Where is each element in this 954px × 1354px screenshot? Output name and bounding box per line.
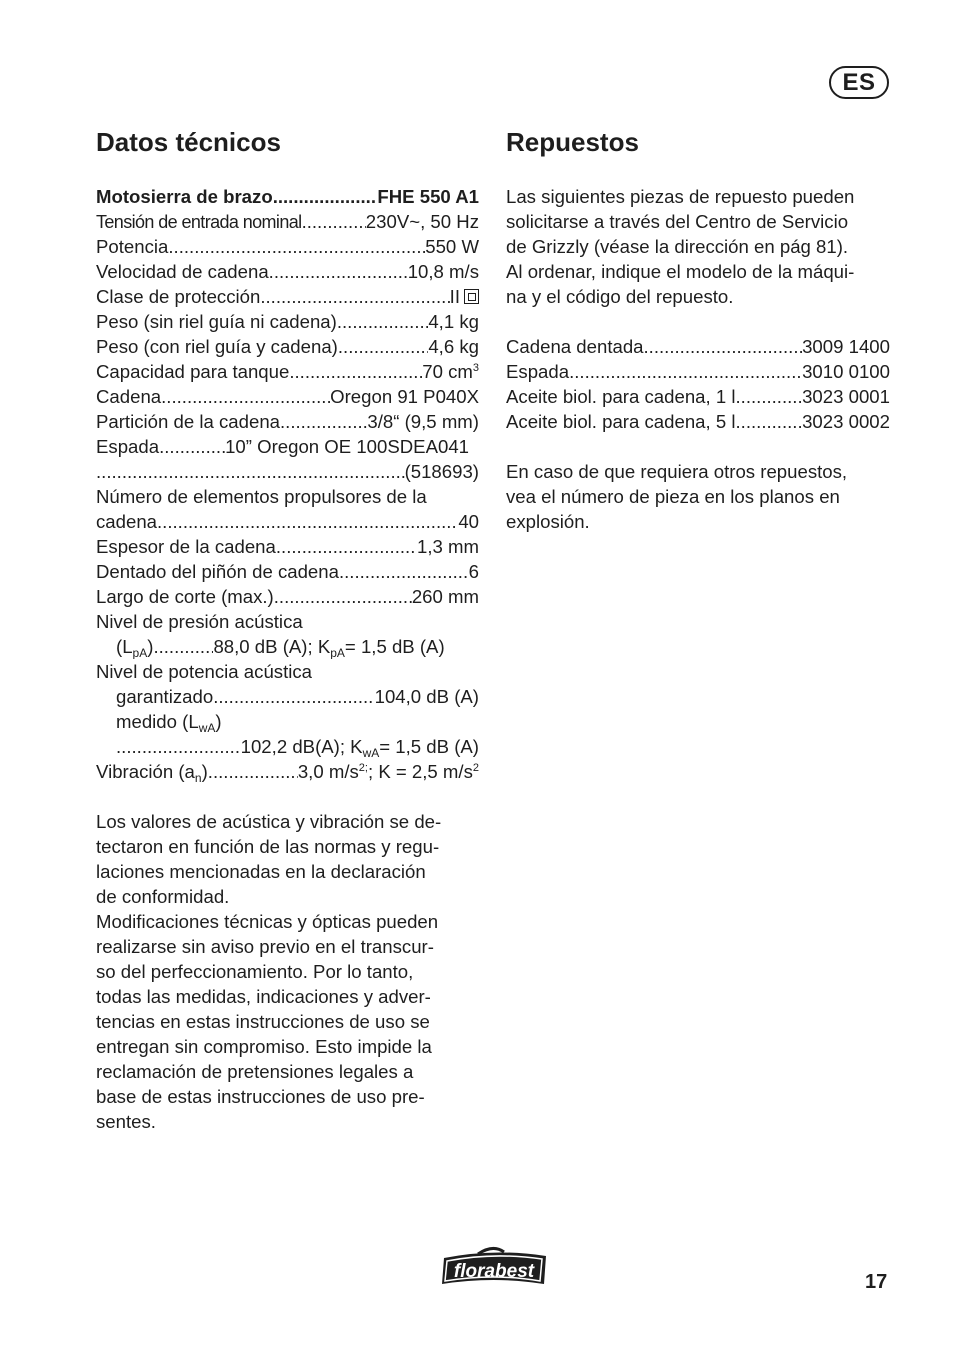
- spec-row-protection-class: Clase de protección ..... II: [96, 284, 479, 309]
- spec-sound-pressure-label: Nivel de presión acústica: [96, 611, 303, 632]
- language-badge: ES: [829, 66, 889, 99]
- spec-measured-label: medido $(L_{wA})$: [116, 711, 222, 735]
- technical-data-column: [96, 184, 479, 1134]
- spec-row-guide-bar-code: ..... (518693): [96, 459, 479, 484]
- list-item: Aceite biol. para cadena, 1 l ..... 3023 0001: [506, 384, 890, 409]
- spec-row-chain-thickness: Espesor de la cadena ..... 1,3 mm: [96, 534, 479, 559]
- spec-row-tank-capacity: Capacidad para tanque ..... 70 $cm^3$: [96, 359, 479, 384]
- florabest-logo: [438, 1246, 551, 1288]
- double-insulation-icon: [464, 289, 479, 304]
- spec-row-weight-without-bar: Peso (sin riel guía ni cadena) ..... 4,1 kg: [96, 309, 479, 334]
- spec-row-chain-speed: Velocidad de cadena ..... 10,8 m/s: [96, 259, 479, 284]
- spare-parts-outro-paragraph: En caso de que requiera otros repuestos, vea el número de pieza en los planos en explosión.: [506, 461, 848, 532]
- list-item: Cadena dentada ..... 3009 1400: [506, 334, 890, 359]
- spec-row-chain-pitch: Partición de la cadena ..... 3/8“ (9,5 mm): [96, 409, 479, 434]
- list-item: Espada ..... 3010 0100: [506, 359, 890, 384]
- spec-row-power: Potencia ..... 550 W: [96, 234, 479, 259]
- spec-row-sprocket-teeth: Dentado del piñón de cadena ..... 6: [96, 559, 479, 584]
- spec-row-chain: Cadena ..... Oregon 91 P040X: [96, 384, 479, 409]
- section-heading-spare-parts: Repuestos: [506, 127, 639, 157]
- spec-row-drive-links: cadena ..... 40: [96, 509, 479, 534]
- spare-parts-intro-paragraph: Las siguientes piezas de repuesto pueden solicitarse a través del Centro de Servicio de Grizzly (véase la dirección en pág 81). Al ordenar, indique el modelo de la máqui- na y el código del repuesto.: [506, 186, 855, 307]
- spec-row-weight-with-bar: Peso (con riel guía y cadena) ..... 4,6 kg: [96, 334, 479, 359]
- spare-parts-column: [506, 184, 890, 534]
- section-heading-technical-data: Datos técnicos: [96, 127, 281, 157]
- page-number: 17: [865, 1271, 888, 1293]
- technical-changes-paragraph: Modificaciones técnicas y ópticas pueden realizarse sin aviso previo en el transcur- so del perfeccionamiento. Por lo tanto, todas las medidas, indicaciones y adver- tencias en estas instrucciones de uso se entregan sin compromiso. Esto impide la reclamación de pretensiones legales a base de estas instrucciones de uso pre- sentes.: [96, 911, 439, 1132]
- acoustics-note-paragraph: Los valores de acústica y vibración se de- tectaron en función de las normas y regu- laciones mencionadas en la declaración de conformidad.: [96, 811, 442, 907]
- spec-row-cutting-length: Largo de corte (max.) ..... 260 mm: [96, 584, 479, 609]
- spec-drive-links-label: Número de elementos propulsores de la: [96, 486, 427, 507]
- spec-row-guaranteed-power: garantizado ..... 104,0 dB (A): [96, 684, 479, 709]
- spec-row-vibration: Vibración $(a_n)$ ..... 3,0 $m/s^{2;}$; K = 2,5 $m/s^2$: [96, 759, 479, 784]
- list-item: Aceite biol. para cadena, 5 l ..... 3023 0002: [506, 409, 890, 434]
- spec-row-guide-bar: Espada ..... 10” Oregon OE 100SDEA041: [96, 434, 479, 459]
- svg-text:florabest: florabest: [453, 1261, 535, 1282]
- spec-row-sound-pressure: $(L_{pA})$ ..... 88,0 dB (A); $K_{pA}= 1,5$ dB (A): [96, 634, 479, 659]
- spec-row-model: Motosierra de brazo ..... FHE 550 A1: [96, 184, 479, 209]
- spec-sound-power-label: Nivel de potencia acústica: [96, 661, 313, 682]
- spec-row-measured-power: ..... 102,2 dB(A); $K_{wA}= 1,5$ dB (A): [96, 734, 479, 759]
- spare-parts-list: [506, 334, 890, 434]
- spec-row-voltage: Tensión de entrada nominal ..... 230V~, 50 Hz: [96, 209, 479, 234]
